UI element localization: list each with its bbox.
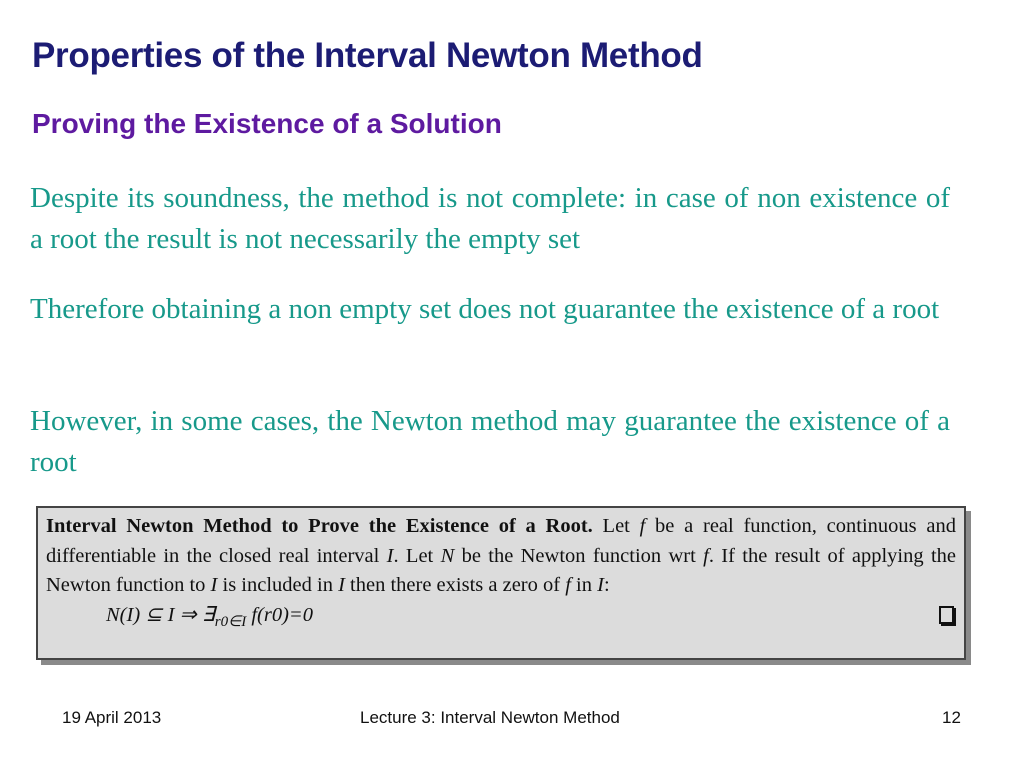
theorem-text: Interval Newton Method to Prove the Existence of a Root. Let f be a real function, continuous and differentiable in the closed real interval I. Let N be the Newton function wrt f. If the result of applying the Newton function to I is included in I then there exists a zero of f in I:	[46, 515, 956, 596]
footer-date: 19 April 2013	[62, 708, 162, 727]
theorem-box	[36, 506, 966, 660]
page-number: 12	[942, 708, 961, 727]
footer-title: Lecture 3: Interval Newton Method	[360, 708, 620, 727]
paragraph-3: However, in some cases, the Newton method may guarantee the existence of a root	[30, 405, 950, 478]
theorem-formula: N(I) ⊆ I ⇒ $\exists_{r0\in I}$ f(r0)=0	[46, 601, 956, 638]
qed-box-icon	[939, 606, 954, 624]
paragraph-1: Despite its soundness, the method is not complete: in case of non existence of a root the result is not necessarily the empty set	[30, 182, 950, 255]
slide-subtitle: Proving the Existence of a Solution	[32, 108, 502, 139]
paragraph-2: Therefore obtaining a non empty set does not guarantee the existence of a root	[30, 293, 940, 325]
slide-title: Properties of the Interval Newton Method	[32, 36, 703, 75]
